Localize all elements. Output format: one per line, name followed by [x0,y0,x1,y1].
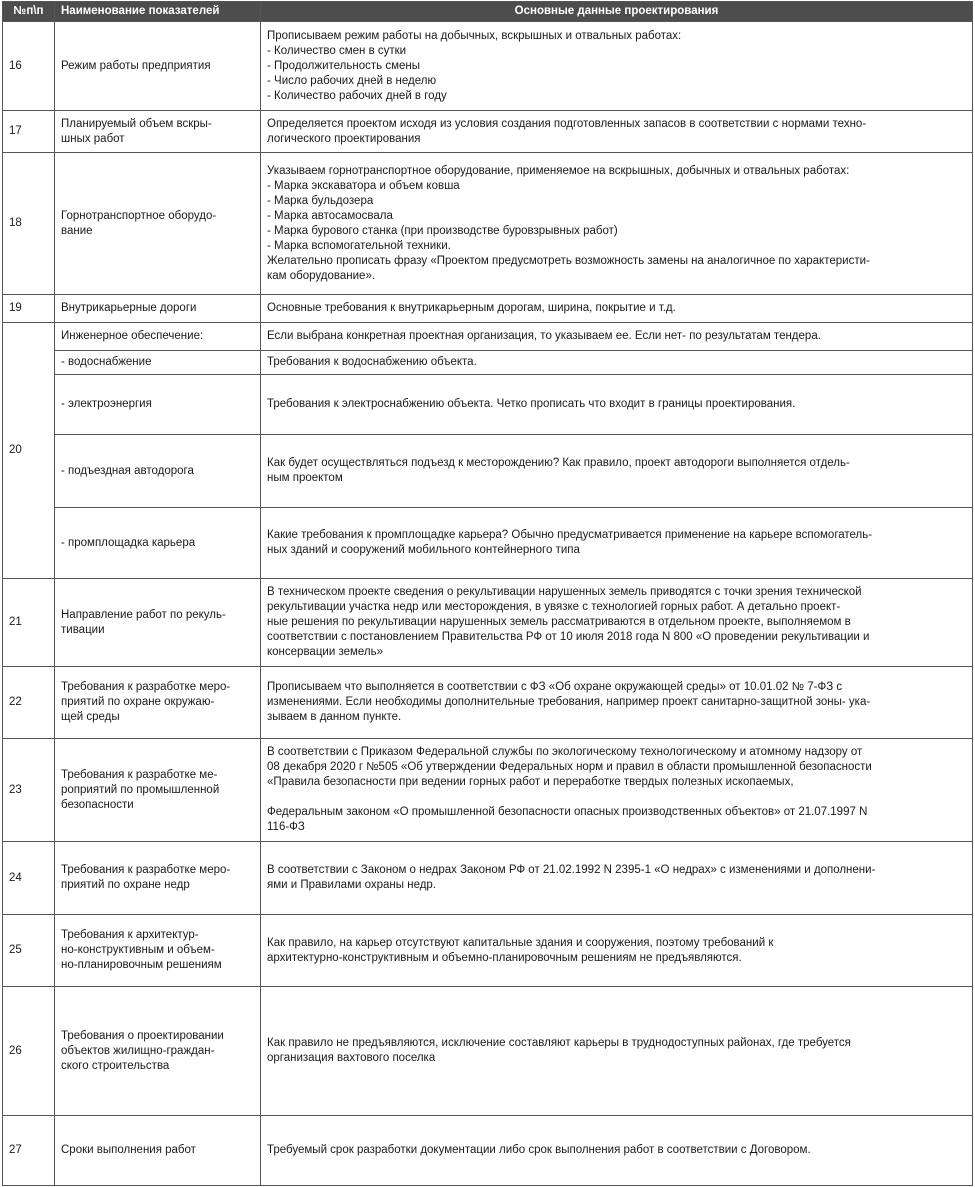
table-row [3,842,973,915]
data-line: - Число рабочих дней в неделю [267,74,437,87]
data-line: Какие требования к промплощадке карьера? Обычно предусматривается применение на карьере вспомогатель- [267,529,873,541]
table-row [3,323,973,351]
row-design-data [261,842,973,915]
data-line: Определяется проектом исходя из условия создания подготовленных запасов в соответствии с нормами техно- [267,117,867,130]
data-line: - Количество рабочих дней в году [267,89,447,102]
name-line: шных работ [61,132,125,145]
row-design-data [261,739,973,842]
name-line: Требования о проектировании [61,1029,224,1042]
data-line: ных зданий и сооружений мобильного контейнерного типа [267,544,580,556]
row-number: 24 [3,842,55,915]
row-indicator-name [55,987,261,1116]
row-number: 27 [3,1116,55,1186]
row-indicator-name: - промплощадка карьера [55,508,261,579]
data-line: ным проектом [267,472,343,484]
table-row [3,351,973,375]
data-line: соответствии с постановлением Правительства РФ от 10 июля 2018 года N 800 «О проведении рекультивации и [267,631,870,643]
data-line: Как будет осуществляться подъезд к месторождению? Как правило, проект автодороги выполняется отдель- [267,457,850,469]
name-line: безопасности [61,798,134,811]
table-header-row [3,2,973,22]
data-line: кам оборудование». [267,269,376,282]
table-row [3,667,973,739]
row-design-data: Требования к водоснабжению объекта. [261,351,973,375]
name-line: вание [61,224,93,237]
row-indicator-name: Инженерное обеспечение: [55,323,261,351]
name-line: но-планировочным решениям [61,959,222,971]
row-indicator-name [55,153,261,295]
row-number: 25 [3,915,55,987]
data-line: В техническом проекте сведения о рекультивации нарушенных земель приводятся с точки зрения технической [267,586,862,598]
row-indicator-name [55,667,261,739]
data-line: 08 декабря 2020 г №505 «Об утверждении Федеральных норм и правил в области промышленной безопасности [267,761,872,773]
name-line: но-конструктивным и объем- [61,944,215,956]
row-number: 17 [3,111,55,153]
data-line: - Марка бурового станка (при производстве буровзрывных работ) [267,224,618,237]
data-line: В соответствии с Законом о недрах Законом РФ от 21.02.1992 N 2395-1 «О недрах» с изменениями и дополнени- [267,864,876,876]
row-indicator-name: Внутрикарьерные дороги [55,295,261,323]
row-design-data: Требования к электроснабжению объекта. Четко прописать что входит в границы проектирования. [261,375,973,435]
data-line: логического проектирования [267,132,421,145]
data-line: - Марка бульдозера [267,194,374,207]
data-line: ные решения по рекультивации нарушенных земель рассматриваются в отдельном проекте, выполняемом в [267,616,851,628]
data-line: - Марка экскаватора и объем ковша [267,179,460,192]
row-design-data [261,667,973,739]
name-line: ского строительства [61,1059,170,1072]
row-indicator-name: - водоснабжение [55,351,261,375]
row-number: 23 [3,739,55,842]
data-line: зываем в данном пункте. [267,711,402,723]
data-line: организация вахтового поселка [267,1052,436,1064]
data-line: Прописываем что выполняется в соответствии с ФЗ «Об охране окружающей среды» от 10.01.02 № 7-ФЗ с [267,681,843,693]
row-indicator-name: Режим работы предприятия [55,22,261,111]
table-row [3,435,973,508]
name-line: Требования к разработке меро- [61,864,231,876]
data-line: архитектурно-конструктивным и объемно-планировочным решениям не предъявляются. [267,951,742,964]
data-line: рекультивации участка недр или месторождения, в увязке с технологией горных работ. А детально проект- [267,601,841,613]
row-design-data [261,987,973,1116]
name-line: объектов жилищно-граждан- [61,1044,215,1057]
row-number: 26 [3,987,55,1116]
data-line: изменениями. Если необходимы дополнительные требования, например проект санитарно-защитной зоны- ука- [267,696,871,708]
data-line: Федеральным законом «О промышленной безопасности опасных производственных объектов» от 21.07.1997 N [267,806,868,818]
data-line: 116-ФЗ [267,821,305,833]
row-design-data: Если выбрана конкретная проектная организация, то указываем ее. Если нет- по результатам тендера. [261,323,973,351]
row-number: 19 [3,295,55,323]
name-line: тивации [61,623,105,636]
row-design-data [261,508,973,579]
table-row [3,153,973,295]
data-line: «Правила безопасности при ведении горных работ и переработке твердых полезных ископаемых, [267,776,794,788]
name-line: Требования к разработке ме- [61,768,218,781]
data-line: - Количество смен в сутки [267,44,407,57]
name-line: Требования к архитектур- [61,929,199,941]
data-line [267,790,966,805]
name-line: роприятий по промышленной [61,783,220,796]
table-row [3,295,973,323]
name-line: приятий по охране окружаю- [61,696,215,708]
data-line: - Марка автосамосвала [267,209,393,222]
header-design-data: Основные данные проектирования [261,2,973,22]
data-line: Как правило, на карьер отсутствуют капитальные здания и сооружения, поэтому требований к [267,936,774,949]
row-indicator-name: Сроки выполнения работ [55,1116,261,1186]
data-line: - Продолжительность смены [267,59,420,72]
table-row [3,111,973,153]
row-design-data [261,22,973,111]
name-line: Горнотранспортное оборудо- [61,209,217,222]
table-row [3,1116,973,1186]
data-line: Желательно прописать фразу «Проектом предусмотреть возможность замены на аналогичное по характеристи- [267,254,870,267]
table-row [3,508,973,579]
data-line: консервации земель» [267,646,384,658]
row-number: 18 [3,153,55,295]
row-design-data [261,579,973,667]
name-line: Направление работ по рекуль- [61,608,226,621]
data-line: Указываем горнотранспортное оборудование, применяемое на вскрышных, добычных и отвальных работах: [267,164,850,177]
table-row [3,22,973,111]
row-indicator-name [55,842,261,915]
row-indicator-name [55,739,261,842]
row-design-data: Основные требования к внутрикарьерным дорогам, ширина, покрытие и т.д. [261,295,973,323]
row-indicator-name: - электроэнергия [55,375,261,435]
row-design-data [261,153,973,295]
row-design-data [261,915,973,987]
row-number: 20 [3,323,55,579]
table-row [3,915,973,987]
header-number: №п\п [3,2,55,22]
row-number: 16 [3,22,55,111]
row-design-data: Требуемый срок разработки документации либо срок выполнения работ в соответствии с Договором. [261,1116,973,1186]
name-line: приятий по охране недр [61,879,190,891]
data-line: ями и Правилами охраны недр. [267,879,437,891]
data-line: - Марка вспомогательной техники. [267,239,451,252]
table-row [3,579,973,667]
data-line: Прописываем режим работы на добычных, вскрышных и отвальных работах: [267,29,682,42]
row-indicator-name [55,111,261,153]
header-indicator-name: Наименование показателей [55,2,261,22]
data-line: Как правило не предъявляются, исключение составляют карьеры в труднодоступных районах, где требуется [267,1037,851,1049]
row-design-data [261,435,973,508]
row-number: 21 [3,579,55,667]
row-number: 22 [3,667,55,739]
row-indicator-name [55,579,261,667]
table-row [3,375,973,435]
table-row [3,987,973,1116]
name-line: щей среды [61,711,120,723]
name-line: Планируемый объем вскры- [61,117,212,130]
data-line: В соответствии с Приказом Федеральной службы по экологическому технологическому и атомному надзору от [267,746,863,758]
name-line: Требования к разработке меро- [61,681,231,693]
table-row [3,739,973,842]
row-indicator-name: - подъездная автодорога [55,435,261,508]
row-design-data [261,111,973,153]
design-data-table [2,1,973,1186]
row-indicator-name [55,915,261,987]
